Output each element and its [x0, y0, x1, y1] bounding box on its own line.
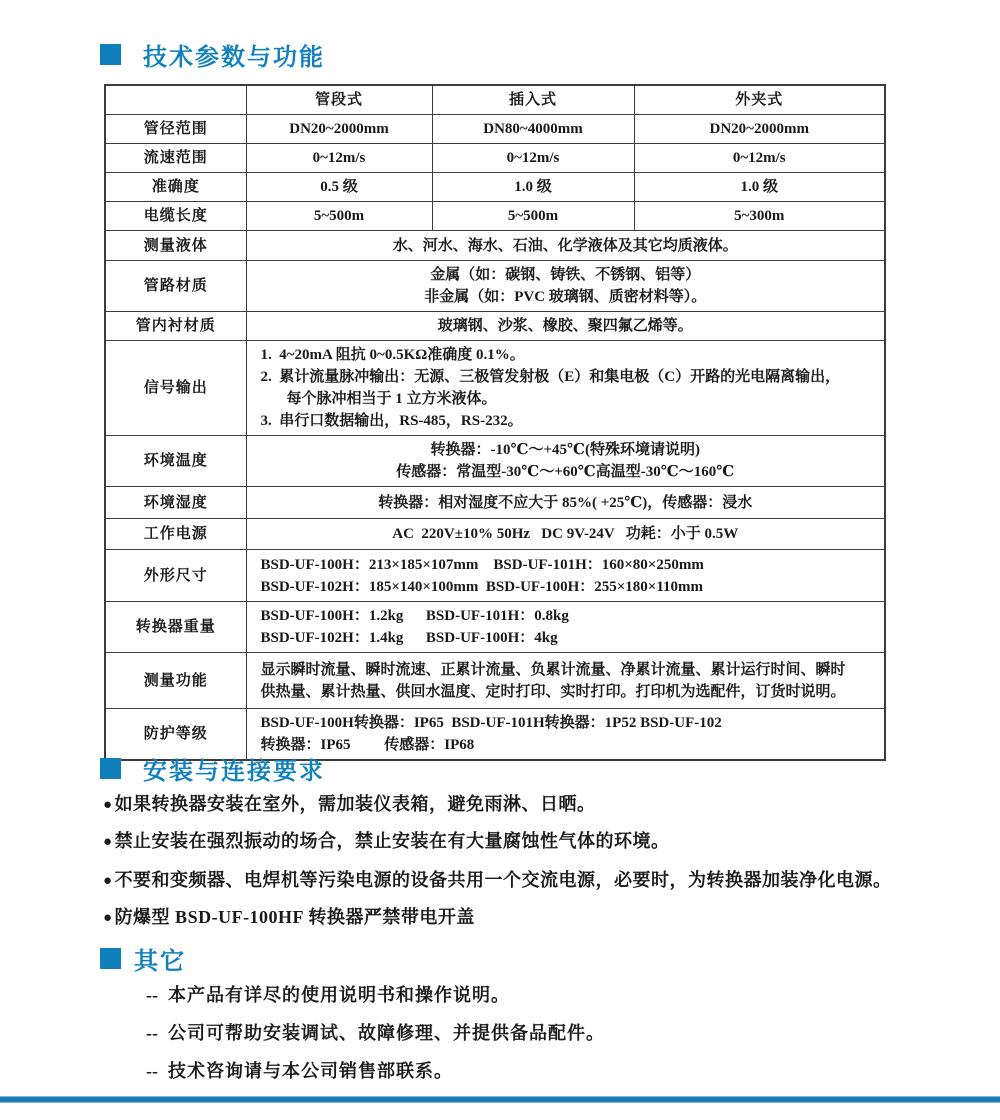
merged-cell [246, 487, 885, 519]
cell-line: 每个脉冲相当于 1 立方米液体。 [286, 391, 497, 407]
cell-line: AC 220V±10% 50Hz DC 9V-24V 功耗：小于 0.5W [392, 526, 739, 542]
cell: 0.5 级 [246, 173, 432, 202]
cell-line: 2. 累计流量脉冲输出：无源、三极管发射极（E）和集电极（C）开路的光电隔离输出， [260, 369, 841, 385]
table-row [105, 550, 885, 602]
merged-cell [246, 709, 885, 761]
install-bullet-item [103, 790, 933, 816]
bullet-icon: ● [103, 910, 113, 926]
merged-cell [246, 519, 885, 550]
cell: DN20~2000mm [634, 115, 885, 144]
cell-line: 转换器：-10℃～+45℃(特殊环境请说明) [430, 442, 700, 458]
section-marker-icon [100, 758, 121, 779]
merged-cell [246, 312, 885, 341]
other-note-item [146, 1057, 866, 1083]
dash-icon: -- [146, 1023, 158, 1043]
cell: 5~300m [634, 202, 885, 231]
cell-line: 转换器：IP65 传感器：IP68 [260, 737, 475, 753]
merged-cell [246, 550, 885, 602]
note-text: 公司可帮助安装调试、故障修理、并提供备品配件。 [168, 1023, 605, 1043]
row-label: 防护等级 [105, 709, 246, 761]
cell: 5~500m [246, 202, 432, 231]
table-row [105, 519, 885, 550]
cell-line: BSD-UF-100H：213×185×107mm BSD-UF-101H：160×80×250mm [260, 556, 704, 573]
install-bullet-item [103, 827, 933, 853]
cell-line: 1. 4~20mA 阻抗 0~0.5KΩ准确度 0.1%。 [260, 347, 525, 363]
other-note-item [146, 1019, 866, 1045]
table-row [105, 261, 885, 312]
column-header: 外夹式 [634, 85, 885, 115]
note-text: 本产品有详尽的使用说明书和操作说明。 [168, 985, 510, 1005]
cell-line: BSD-UF-100H转换器：IP65 BSD-UF-101H转换器：1P52 BSD-UF-102 [260, 715, 722, 731]
cell: DN20~2000mm [246, 115, 432, 144]
row-label: 测量液体 [105, 231, 246, 261]
cell-line: 传感器：常温型-30℃～+60℃高温型-30℃～160℃ [396, 464, 735, 480]
row-label: 环境湿度 [105, 487, 246, 519]
section-title: 其它 [134, 948, 186, 975]
merged-cell [246, 602, 885, 653]
merged-cell [246, 436, 885, 487]
table-row [105, 436, 885, 487]
section-heading-tech [100, 37, 325, 72]
cell: 0~12m/s [246, 144, 432, 173]
footer-divider [0, 1096, 1000, 1103]
row-label: 信号输出 [105, 341, 246, 436]
section-marker-icon [100, 948, 121, 969]
install-bullet-item [103, 866, 933, 892]
merged-cell [246, 653, 885, 709]
cell-line: 金属（如：碳钢、铸铁、不锈钢、铝等） [430, 267, 701, 283]
note-text: 技术咨询请与本公司销售部联系。 [168, 1061, 453, 1081]
table-row [105, 341, 885, 436]
merged-cell [246, 231, 885, 261]
dash-icon: -- [146, 1061, 158, 1081]
cell-line: 非金属（如：PVC 玻璃钢、质密材料等）。 [424, 289, 707, 305]
table-row [105, 602, 885, 653]
row-label: 准确度 [105, 173, 246, 202]
table-row [105, 653, 885, 709]
cell-line: BSD-UF-102H：185×140×100mm BSD-UF-100H：255×180×110mm [260, 578, 704, 595]
section-title: 技术参数与功能 [143, 44, 325, 71]
row-label: 管内衬材质 [105, 312, 246, 341]
bullet-icon: ● [103, 797, 113, 813]
cell-line: 3. 串行口数据输出，RS-485，RS-232。 [260, 413, 523, 429]
cell-line: BSD-UF-102H：1.4kg BSD-UF-100H：4kg [260, 630, 558, 646]
section-title: 安装与连接要求 [143, 758, 325, 785]
other-note-item [146, 981, 866, 1007]
table-row [105, 115, 885, 144]
section-heading-install [100, 751, 325, 786]
section-marker-icon [100, 44, 121, 65]
row-label: 工作电源 [105, 519, 246, 550]
row-label: 流速范围 [105, 144, 246, 173]
row-label: 转换器重量 [105, 602, 246, 653]
cell: 5~500m [432, 202, 634, 231]
cell-line: 转换器：相对湿度不应大于 85%( +25℃)，传感器：浸水 [378, 494, 753, 511]
cell-line: 供热量、累计热量、供回水温度、定时打印、实时打印。打印机为选配件，订货时说明。 [260, 683, 846, 700]
cell-line: 显示瞬时流量、瞬时流速、正累计流量、负累计流量、净累计流量、累计运行时间、瞬时 [260, 661, 846, 678]
row-label: 测量功能 [105, 653, 246, 709]
bullet-text: 禁止安装在强烈振动的场合，禁止安装在有大量腐蚀性气体的环境。 [114, 831, 670, 851]
row-label: 电缆长度 [105, 202, 246, 231]
cell: 0~12m/s [634, 144, 885, 173]
cell-line: 玻璃钢、沙浆、橡胶、聚四氟乙烯等。 [437, 318, 693, 334]
bullet-text: 不要和变频器、电焊机等污染电源的设备共用一个交流电源，必要时，为转换器加装净化电源。 [114, 870, 892, 890]
table-row [105, 487, 885, 519]
column-header: 管段式 [246, 85, 432, 115]
dash-icon: -- [146, 985, 158, 1005]
cell: DN80~4000mm [432, 115, 634, 144]
bullet-text: 如果转换器安装在室外，需加装仪表箱，避免雨淋、日晒。 [114, 794, 596, 814]
spec-table [104, 84, 886, 761]
bullet-icon: ● [103, 873, 113, 889]
cell-line: BSD-UF-100H：1.2kg BSD-UF-101H：0.8kg [260, 608, 569, 624]
row-label: 外形尺寸 [105, 550, 246, 602]
row-label: 环境温度 [105, 436, 246, 487]
cell: 0~12m/s [432, 144, 634, 173]
row-label: 管路材质 [105, 261, 246, 312]
header-empty-cell [105, 85, 246, 115]
install-bullet-item [103, 903, 933, 929]
table-row [105, 312, 885, 341]
cell: 1.0 级 [634, 173, 885, 202]
table-row [105, 202, 885, 231]
cell-line: 水、河水、海水、石油、化学液体及其它均质液体。 [392, 237, 738, 254]
column-header: 插入式 [432, 85, 634, 115]
table-row [105, 173, 885, 202]
table-row [105, 231, 885, 261]
merged-cell [246, 261, 885, 312]
table-header-row [105, 85, 885, 115]
section-heading-other [100, 941, 186, 976]
merged-cell [246, 341, 885, 436]
bullet-icon: ● [103, 834, 113, 850]
row-label: 管径范围 [105, 115, 246, 144]
bullet-text: 防爆型 BSD-UF-100HF 转换器严禁带电开盖 [114, 907, 475, 927]
table-row [105, 144, 885, 173]
cell: 1.0 级 [432, 173, 634, 202]
